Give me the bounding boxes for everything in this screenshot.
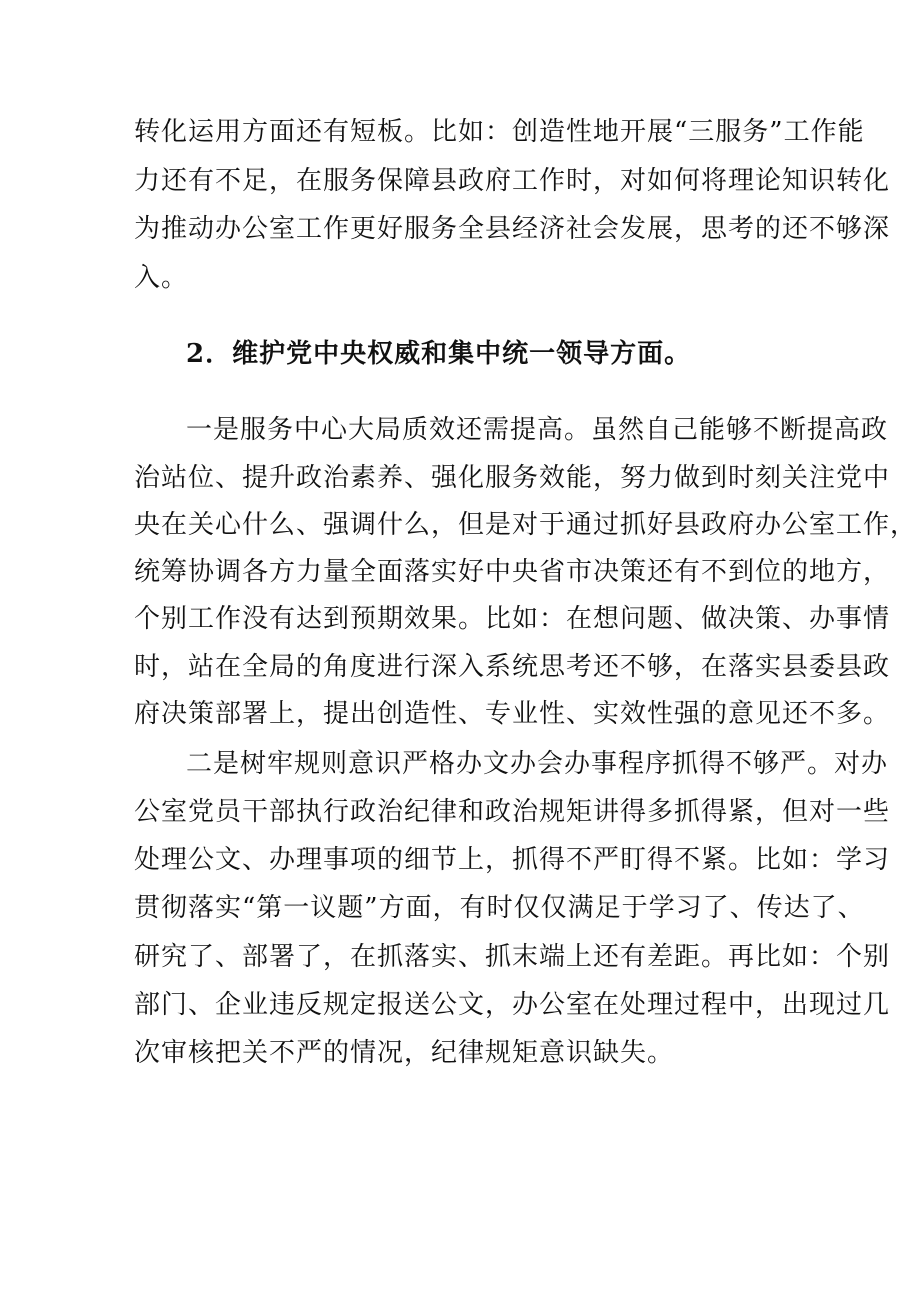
para2-line-6: 时，站在全局的角度进行深入系统思考还不够，在落实县委县政	[134, 652, 891, 682]
para2-line-2: 治站位、提升政治素养、强化服务效能，努力做到时刻关注党中	[134, 463, 891, 493]
para1-line-2: 力还有不足，在服务保障县政府工作时，对如何将理论知识转化	[134, 166, 891, 196]
para2-line-1: 一是服务中心大局质效还需提高。虽然自己能够不断提高政	[186, 415, 889, 445]
para3-line-7: 次审核把关不严的情况，纪律规矩意识缺失。	[134, 1038, 675, 1068]
para3-line-5: 研究了、部署了，在抓落实、抓末端上还有差距。再比如：个别	[134, 942, 891, 972]
para1-line-4: 入。	[134, 263, 189, 293]
para2-line-7: 府决策部署上，提出创造性、专业性、实效性强的意见还不多。	[134, 699, 891, 729]
para3-line-4: 贯彻落实“第一议题”方面，有时仅仅满足于学习了、传达了、	[134, 893, 865, 923]
para1-line-3: 为推动办公室工作更好服务全县经济社会发展，思考的还不够深	[134, 214, 891, 244]
para3-line-1: 二是树牢规则意识严格办文办会办事程序抓得不够严。对办	[186, 749, 889, 779]
para3-line-2: 公室党员干部执行政治纪律和政治规矩讲得多抓得紧，但对一些	[134, 797, 891, 827]
para2-line-5: 个别工作没有达到预期效果。比如：在想问题、做决策、办事情	[134, 604, 891, 634]
para2-line-4: 统筹协调各方力量全面落实好中央省市决策还有不到位的地方，	[134, 557, 891, 587]
para3-line-3: 处理公文、办理事项的细节上，抓得不严盯得不紧。比如：学习	[134, 845, 891, 875]
para2-line-3: 央在关心什么、强调什么，但是对于通过抓好县政府办公室工作，	[134, 510, 918, 540]
para3-line-6: 部门、企业违反规定报送公文，办公室在处理过程中，出现过几	[134, 990, 891, 1020]
para1-line-1: 转化运用方面还有短板。比如：创造性地开展“三服务”工作能	[134, 117, 865, 147]
section-heading: 2．维护党中央权威和集中统一领导方面。	[186, 339, 692, 369]
